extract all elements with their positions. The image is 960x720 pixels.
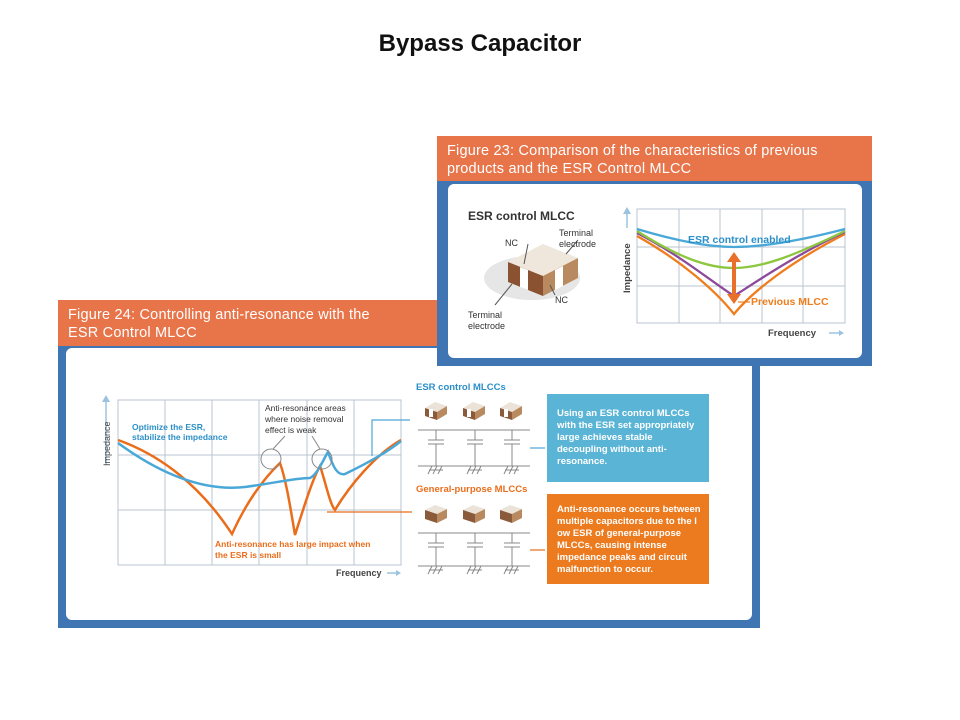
fig24-x-label: Frequency [336,568,382,578]
fig24-optimize-line1: Optimize the ESR, [132,422,206,432]
fig23-x-label: Frequency [768,328,817,339]
fig24-anti-impact-line1: Anti-resonance has large impact when [215,539,371,549]
figure-23-header-line1: Figure 23: Comparison of the characteristics of previous [447,143,818,159]
fig23-prev-label: Previous MLCC [751,296,829,308]
fig24-anti-impact-line2: the ESR is small [215,550,282,560]
fig23-x-arrowhead [839,330,844,336]
fig23-terminal-top-2: electrode [559,239,597,249]
fig23-double-arrow-up [727,252,741,262]
fig24-optimize-line2: stabilize the impedance [132,432,228,442]
fig23-terminal-bottom-2: electrode [468,321,506,331]
fig23-terminal-top-1: Terminal [559,228,594,238]
fig23-nc-bottom: NC [555,295,568,305]
fig24-anti-area-line1: Anti-resonance areas [265,403,346,413]
esr-note-box: Using an ESR control MLCCs with the ESR set appropriately large achieves stable decoupling without anti-resonance. [547,394,709,482]
fig23-esr-label: ESR control enabled [688,234,791,246]
figure-24-header-line1: Figure 24: Controlling anti-resonance with the [68,307,370,323]
fig23-y-arrowhead [623,207,631,214]
fig24-y-label: Impedance [102,421,112,466]
fig23-terminal-bottom-1: Terminal [468,310,503,320]
fig23-nc-top: NC [505,238,518,248]
gp-note-box: Anti-resonance occurs between multiple capacitors due to the l ow ESR of general-purpose MLCCs, causing intense impedance peaks and circuit malfunction to occur. [547,494,709,584]
fig24-esr-group-label: ESR control MLCCs [416,382,506,393]
slide-title: Bypass Capacitor [378,30,582,57]
figure-24-header-line2: ESR Control MLCC [68,325,197,341]
fig23-y-label: Impedance [622,243,633,293]
fig24-gp-group-label: General-purpose MLCCs [416,484,528,495]
chip-nc-gap-1 [520,267,528,290]
fig24-anti-area-line3: effect is weak [265,425,317,435]
fig23-part-title: ESR control MLCC [468,209,575,223]
fig23-mlcc-chip-illustration [484,244,580,300]
figure-23-header-line2: products and the ESR Control MLCC [447,161,692,177]
fig24-anti-area-line2: where noise removal [265,414,344,424]
chip-nc-gap-2 [555,266,563,290]
